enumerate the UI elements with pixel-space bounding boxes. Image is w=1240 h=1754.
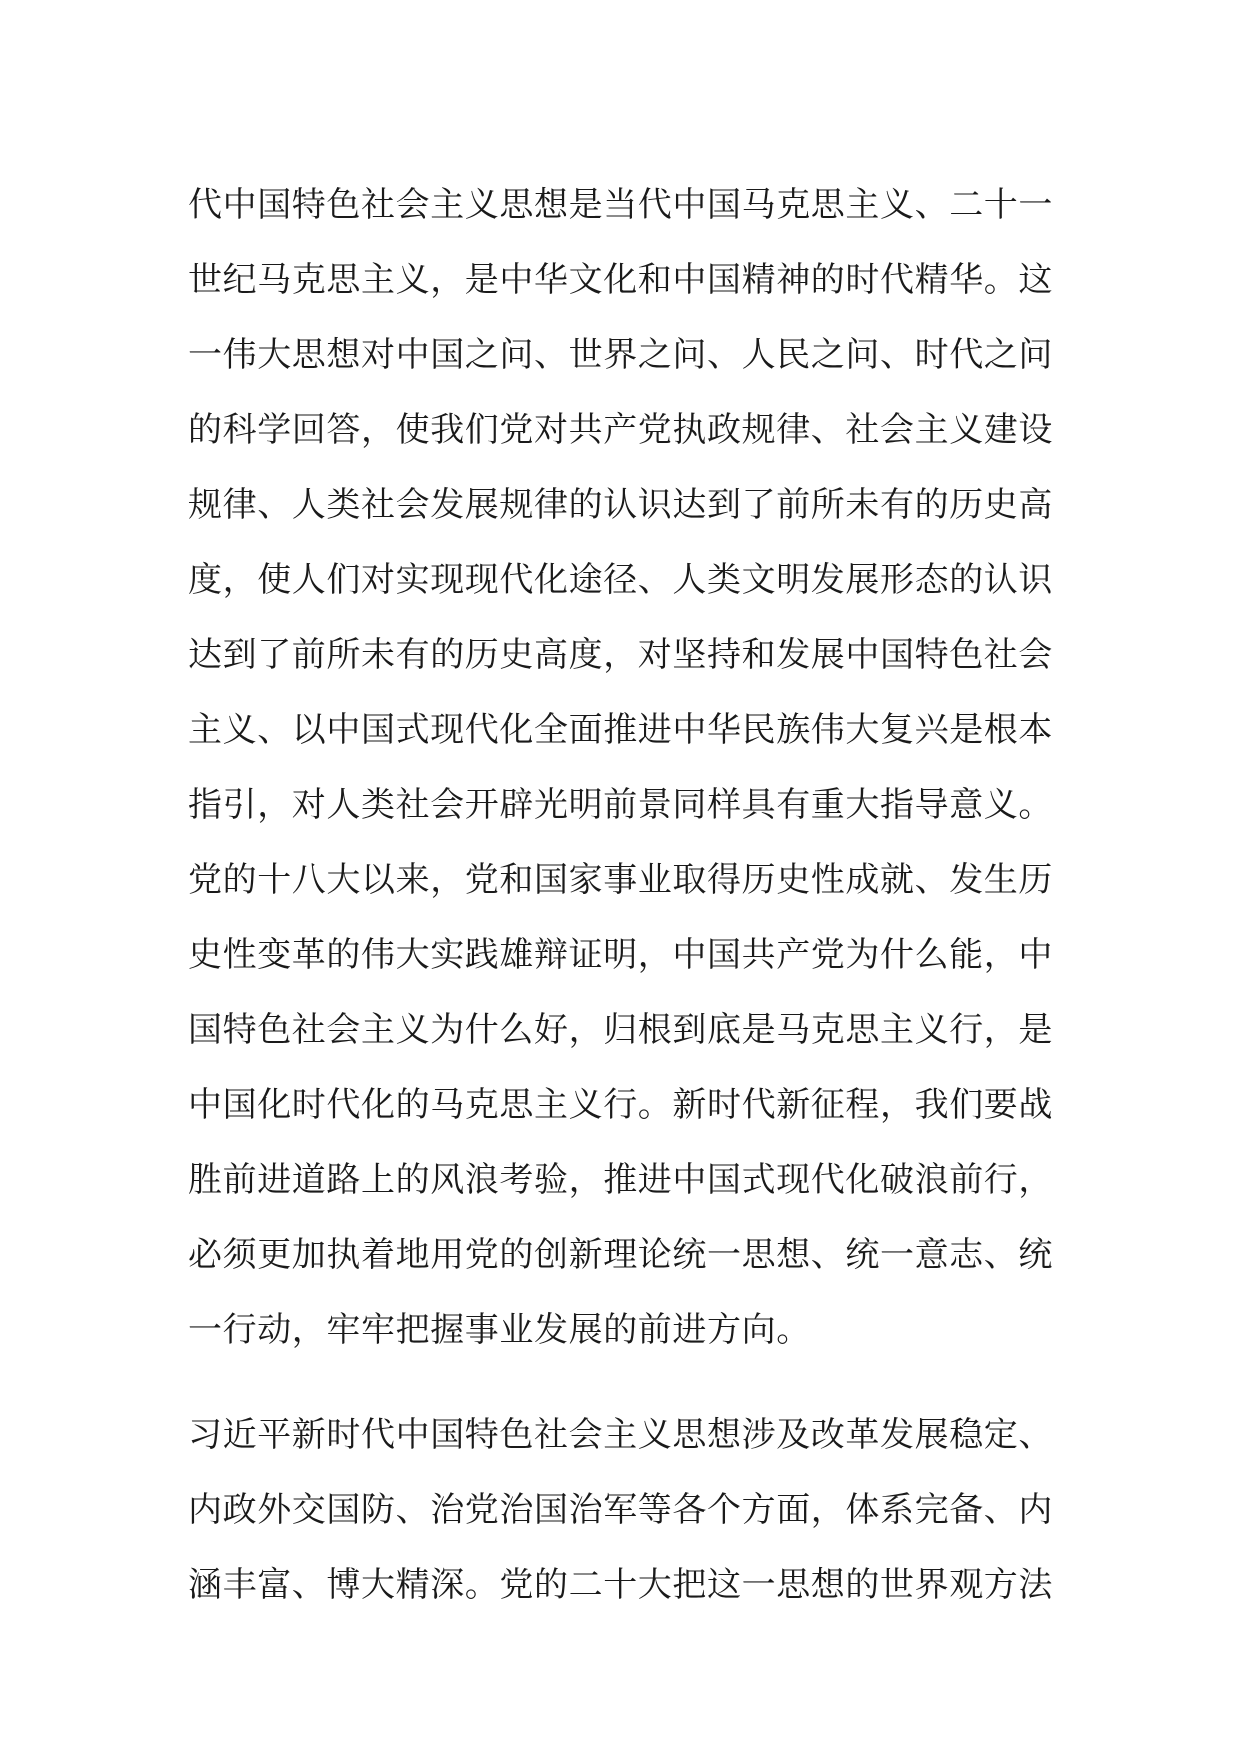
text-line: 主义、以中国式现代化全面推进中华民族伟大复兴是根本 [188, 710, 1053, 750]
text-line: 史性变革的伟大实践雄辩证明，中国共产党为什么能，中 [188, 935, 1053, 975]
text-line: 中国化时代化的马克思主义行。新时代新征程，我们要战 [188, 1085, 1053, 1125]
text-line: 一行动，牢牢把握事业发展的前进方向。 [188, 1310, 811, 1350]
text-line: 内政外交国防、治党治国治军等各个方面，体系完备、内 [188, 1490, 1053, 1530]
text-line: 代中国特色社会主义思想是当代中国马克思主义、二十一 [188, 185, 1053, 225]
text-line: 达到了前所未有的历史高度，对坚持和发展中国特色社会 [188, 635, 1053, 675]
paragraph-2 [188, 1398, 1060, 1623]
text-line: 的科学回答，使我们党对共产党执政规律、社会主义建设 [188, 410, 1053, 450]
text-line: 国特色社会主义为什么好，归根到底是马克思主义行，是 [188, 1010, 1053, 1050]
text-line: 胜前进道路上的风浪考验，推进中国式现代化破浪前行， [188, 1160, 1053, 1200]
text-line: 规律、人类社会发展规律的认识达到了前所未有的历史高 [188, 485, 1053, 525]
text-line: 世纪马克思主义，是中华文化和中国精神的时代精华。这 [188, 260, 1053, 300]
text-line: 必须更加执着地用党的创新理论统一思想、统一意志、统 [188, 1235, 1053, 1275]
text-line: 指引，对人类社会开辟光明前景同样具有重大指导意义。 [188, 785, 1053, 825]
text-line: 涵丰富、博大精深。党的二十大把这一思想的世界观方法 [188, 1565, 1053, 1605]
paragraph-1 [188, 168, 1060, 1368]
text-line: 党的十八大以来，党和国家事业取得历史性成就、发生历 [188, 860, 1053, 900]
text-line: 习近平新时代中国特色社会主义思想涉及改革发展稳定、 [188, 1415, 1053, 1455]
text-line: 一伟大思想对中国之问、世界之问、人民之问、时代之问 [188, 335, 1053, 375]
text-line: 度，使人们对实现现代化途径、人类文明发展形态的认识 [188, 560, 1053, 600]
